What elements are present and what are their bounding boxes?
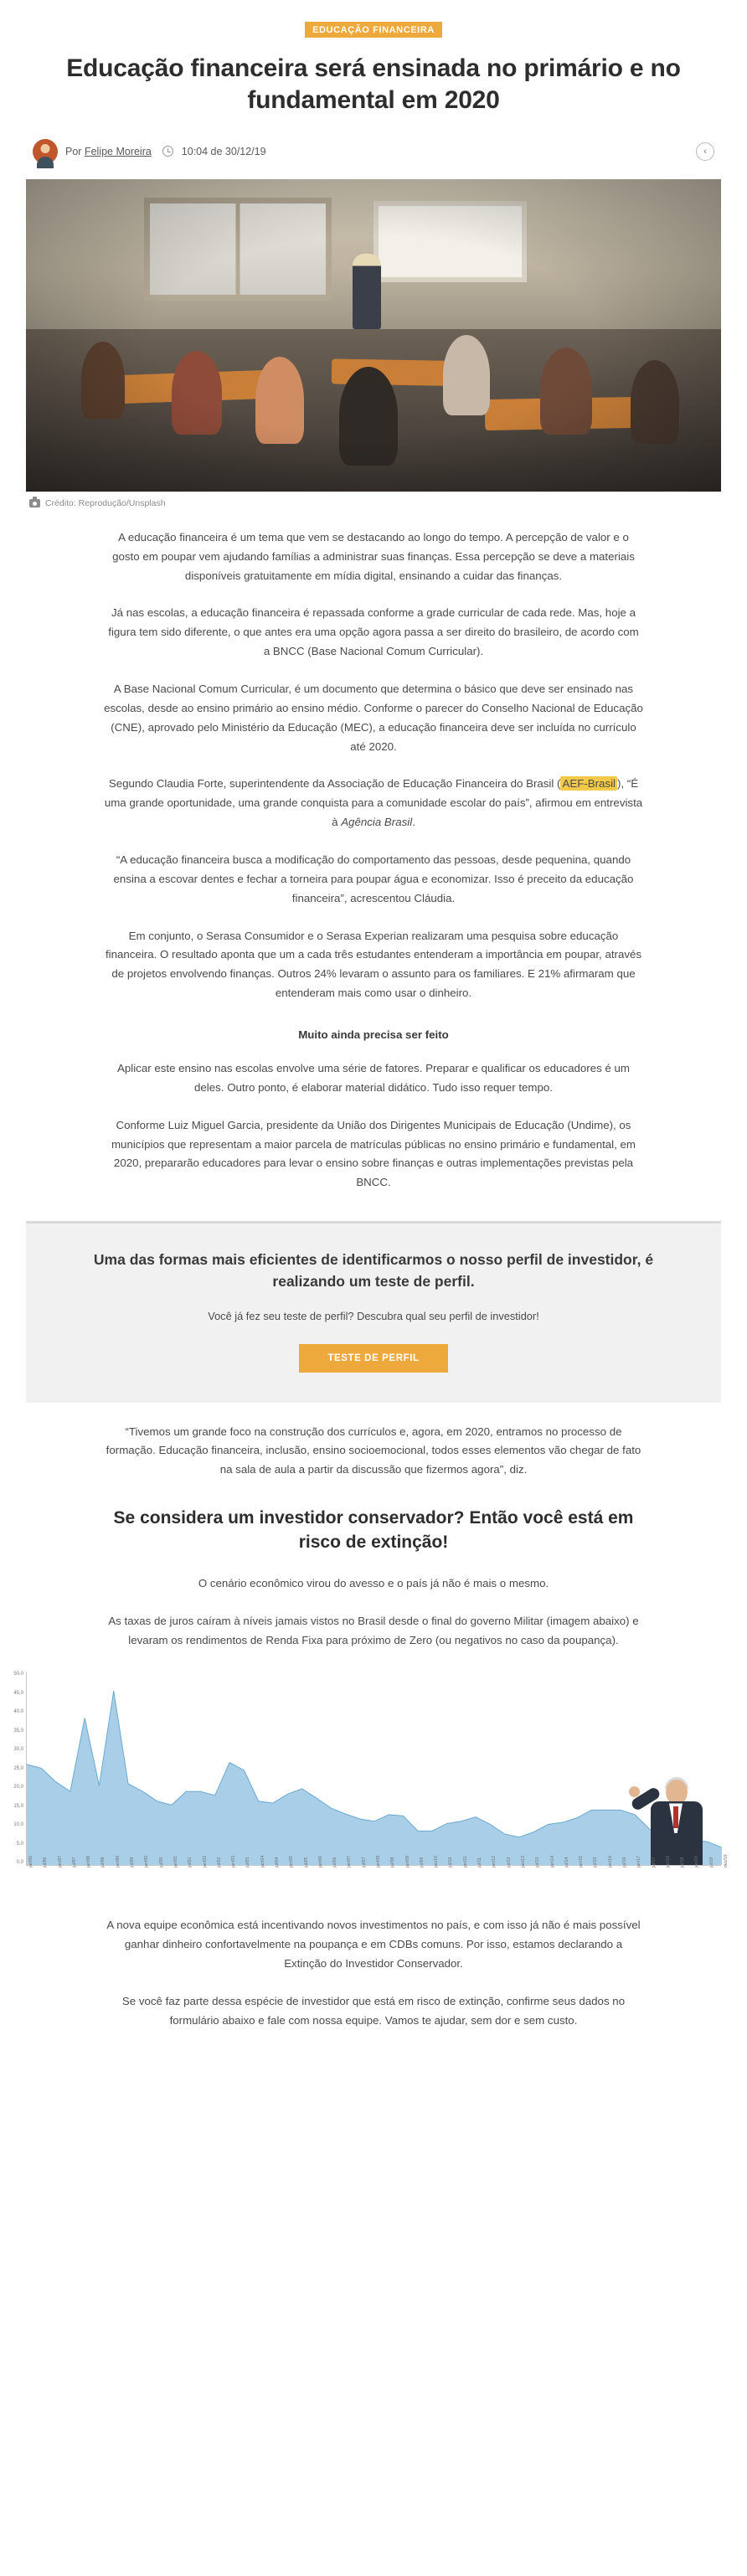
image-credit-text: Crédito: Reprodução/Unsplash — [45, 497, 166, 508]
chart-x-tick: jul/08 — [390, 1857, 396, 1868]
hero-image — [26, 179, 721, 492]
chart-x-tick: jul/00 — [158, 1857, 164, 1868]
chart-x-tick: jan/06 — [317, 1856, 323, 1868]
chart-x-tick: jan/01 — [173, 1856, 178, 1868]
chart-x-tick: jul/96 — [43, 1857, 49, 1868]
share-icon[interactable]: ‹ — [696, 142, 714, 161]
paragraph: Aplicar este ensino nas escolas envolve uma série de fatores. Preparar e qualificar os educadores é um deles. Outro ponto, é elaborar material didático. Tudo isso requer tempo. — [117, 1061, 630, 1094]
chart-x-tick: jul/12 — [506, 1857, 512, 1868]
cta-subtitle: Você já fez seu teste de perfil? Descubra qual seu perfil de investidor! — [208, 1309, 539, 1322]
chart-x-tick: jan/08 — [376, 1856, 381, 1868]
highlight-mark: AEF-Brasil — [562, 777, 616, 791]
chart-y-tick: 40,0 — [13, 1709, 23, 1715]
source-name: Agência Brasil — [341, 816, 413, 829]
chart-y-tick: 5,0 — [16, 1841, 23, 1847]
chart-x-tick: jul/16 — [621, 1857, 627, 1868]
category-badge[interactable]: EDUCAÇÃO FINANCEIRA — [305, 22, 442, 38]
chart-x-tick: jul/02 — [216, 1857, 222, 1868]
chart-y-tick: 50,0 — [13, 1672, 23, 1677]
hero-image-backdrop — [26, 179, 721, 492]
chart-y-tick: 35,0 — [13, 1728, 23, 1734]
chart-area-svg — [27, 1672, 722, 1865]
chart-x-tick: jan/15 — [579, 1856, 585, 1868]
chart-x-tick: jan/97 — [57, 1856, 63, 1868]
chart-x-tick: jul/07 — [361, 1857, 367, 1868]
chart-x-axis — [26, 1854, 729, 1896]
author-link[interactable]: Felipe Moreira — [84, 145, 152, 157]
chart-x-tick: jul/04 — [274, 1857, 280, 1868]
chart-x-tick: jan/13 — [520, 1856, 526, 1868]
highlight-middle: ), “É uma grande oportunidade, uma grande conquista para a comunidade escolar do país”, afirmou em entrevista à — [104, 777, 643, 829]
figure-tie — [673, 1806, 678, 1828]
chart-y-tick: 15,0 — [13, 1803, 23, 1809]
paragraph: A educação financeira é um tema que vem se destacando ao longo do tempo. A percepção de valor e o gosto em poupar vem ajudando famílias a administrar suas finanças. Essa percepção se deve a materiais disponíveis gratuitamente em mídia digital, ensinando a cuidar das finanças. — [112, 530, 635, 582]
cta-box — [26, 1221, 721, 1403]
chart-y-tick: 20,0 — [13, 1785, 23, 1790]
paragraph: Se você faz parte dessa espécie de investidor que está em risco de extinção, confirme seus dados no formulário abaixo e fale com nossa equipe. Vamos te ajudar, sem dor e sem custo. — [121, 1995, 626, 2027]
article-body-3 — [104, 1574, 643, 1651]
chart-x-tick: jan/12 — [492, 1856, 497, 1868]
chart-x-tick: jul/09 — [419, 1857, 425, 1868]
chart-plot-area — [13, 1672, 721, 1866]
chart-x-tick: jan/17 — [636, 1856, 642, 1868]
chart-x-tick: jan/05 — [289, 1856, 295, 1868]
chart-y-tick: 45,0 — [13, 1690, 23, 1696]
byline-text — [65, 146, 266, 157]
paragraph: Já nas escolas, a educação financeira é repassada conforme a grade curricular de cada rede. Mas, hoje a figura tem sido diferente, o que antes era uma opção agora passa a ser direito do brasileiro, de acordo com a BNCC (Base Nacional Comum Curricular). — [108, 606, 639, 658]
paragraph: A Base Nacional Comum Curricular, é um documento que determina o básico que deve ser ensinado nas escolas, desde ao ensino primário ao ensino médio. Conforme o parecer do Conselho Nacional de Educação (CNE), aprovado pelo Ministério da Educação (MEC), a educação financeira deve ser incluída no currículo até 2020. — [104, 682, 643, 753]
chart-x-tick: jul/14 — [564, 1857, 569, 1868]
cta-title: Uma das formas mais eficientes de identificarmos o nosso perfil de investidor, é realizando um teste de perfil. — [93, 1251, 654, 1291]
chart-x-tick: jul/10 — [448, 1857, 454, 1868]
section-heading-large: Se considera um investidor conservador? Então você está em risco de extinção! — [113, 1508, 634, 1552]
chart-x-tick: jan/18 — [665, 1856, 671, 1868]
image-credit — [26, 492, 721, 508]
chart-x-tick: jan/09 — [404, 1856, 410, 1868]
article-container — [13, 0, 729, 2064]
paragraph: O cenário econômico virou do avesso e o país já não é mais o mesmo. — [198, 1576, 549, 1589]
highlight-after: . — [412, 816, 415, 829]
chart-x-tick: jul/99 — [130, 1857, 136, 1868]
politician-figure — [629, 1765, 716, 1865]
chart-x-tick: jan/14 — [549, 1856, 555, 1868]
paragraph: “A educação financeira busca a modificação do comportamento das pessoas, desde pequenina, quando ensina a escovar dentes e fechar a torneira para poupar água e economizar. Isso é preceito da educação financeira”, acrescentou Cláudia. — [113, 853, 634, 904]
chart-x-tick: jul/97 — [71, 1857, 77, 1868]
chart-x-tick: jul/03 — [245, 1857, 251, 1868]
clock-icon — [162, 146, 173, 157]
chart-x-tick: jul/05 — [303, 1857, 309, 1868]
chart-x-tick: jul/11 — [477, 1857, 483, 1868]
chart-x-tick: jul/06 — [332, 1857, 338, 1868]
chart-x-tick: jul/98 — [100, 1857, 106, 1868]
chart-x-tick: jan/10 — [434, 1856, 440, 1868]
chart-y-tick: 25,0 — [13, 1765, 23, 1771]
chart-x-tick: jan/02 — [202, 1856, 208, 1868]
chart-x-tick: jan/04 — [260, 1856, 265, 1868]
byline — [26, 139, 721, 164]
camera-icon — [29, 499, 40, 507]
chart-x-tick: jan/00 — [144, 1856, 150, 1868]
chart-y-tick: 0,0 — [16, 1860, 23, 1866]
chart-x-tick: jan/03 — [231, 1856, 237, 1868]
chart-x-tick: jul/18 — [680, 1857, 686, 1868]
chart-x-tick: jul/17 — [651, 1857, 657, 1868]
chart-x-tick: jan/98 — [86, 1856, 92, 1868]
profile-test-button[interactable]: TESTE DE PERFIL — [299, 1344, 447, 1373]
chart-y-tick: 30,0 — [13, 1747, 23, 1753]
chart-x-tick: jan/99 — [115, 1856, 121, 1868]
paragraph: As taxas de juros caíram à níveis jamais vistos no Brasil desde o final do governo Militar (imagem abaixo) e levaram os rendimentos de Renda Fixa para próximo de Zero (ou negativos no caso da poupança). — [108, 1614, 639, 1646]
paragraph: “Tivemos um grande foco na construção dos currículos e, agora, em 2020, entramos no processo de formação. Educação financeira, inclusão, ensino socioemocional, todos esses elementos vão chegar de fato na sala de aula a partir da discussão que fizermos agora”, diz. — [106, 1425, 641, 1476]
category-row — [26, 0, 721, 38]
highlight-before: Segundo Claudia Forte, superintendente da Associação de Educação Financeira do Brasil ( — [108, 777, 561, 791]
section-subheading: Muito ainda precisa ser feito — [298, 1028, 449, 1041]
chart-x-tick: dez/19 — [724, 1854, 729, 1868]
interest-rate-chart — [13, 1672, 729, 1896]
chart-x-tick: jan/07 — [347, 1856, 353, 1868]
paragraph: A nova equipe econômica está incentivando novos investimentos no país, e com isso já não é mais possível ganhar dinheiro confortavelmente na poupança e em CDBs comuns. Por isso, estamos declarando a Extinção do Investidor Conservador. — [106, 1919, 641, 1971]
chart-x-tick: jul/15 — [593, 1857, 599, 1868]
paragraph-highlighted — [104, 775, 643, 832]
paragraph: Conforme Luiz Miguel Garcia, presidente da União dos Dirigentes Municipais de Educação (Undime), os municípios que representam a maior parcela de matrículas públicas no ensino primário e fundamental, em 2020, prepararão educadores para levar o ensino sobre finanças e outras implementações previstas pela BNCC. — [111, 1118, 636, 1189]
chart-x-tick: jan/96 — [28, 1856, 33, 1868]
page-title: Educação financeira será ensinada no primário e no fundamental em 2020 — [66, 54, 681, 115]
byline-prefix: Por — [65, 145, 82, 157]
chart-x-tick: jul/01 — [188, 1857, 193, 1868]
article-body — [104, 528, 643, 1193]
chart-y-tick: 10,0 — [13, 1822, 23, 1828]
article-body-4 — [104, 1916, 643, 2030]
chart-x-tick: jul/19 — [708, 1857, 714, 1868]
chart-x-tick: jul/13 — [535, 1857, 541, 1868]
timestamp: 10:04 de 30/12/19 — [181, 145, 266, 157]
article-body-2 — [104, 1423, 643, 1481]
avatar — [33, 139, 58, 164]
hero-vignette — [26, 179, 721, 492]
chart-x-tick: jan/11 — [462, 1856, 468, 1868]
paragraph: Em conjunto, o Serasa Consumidor e o Serasa Experian realizaram uma pesquisa sobre educação financeira. O resultado aponta que um a cada três estudantes entenderam a importância em poupar, através de projetos envolvendo finanças. Outros 24% levaram o assunto para os familiares. E 21% afirmaram que entenderam mais como usar o dinheiro. — [105, 929, 642, 1000]
bottom-spacer — [26, 2031, 721, 2064]
chart-x-tick: jan/16 — [607, 1856, 613, 1868]
chart-x-tick: jan/19 — [694, 1856, 700, 1868]
